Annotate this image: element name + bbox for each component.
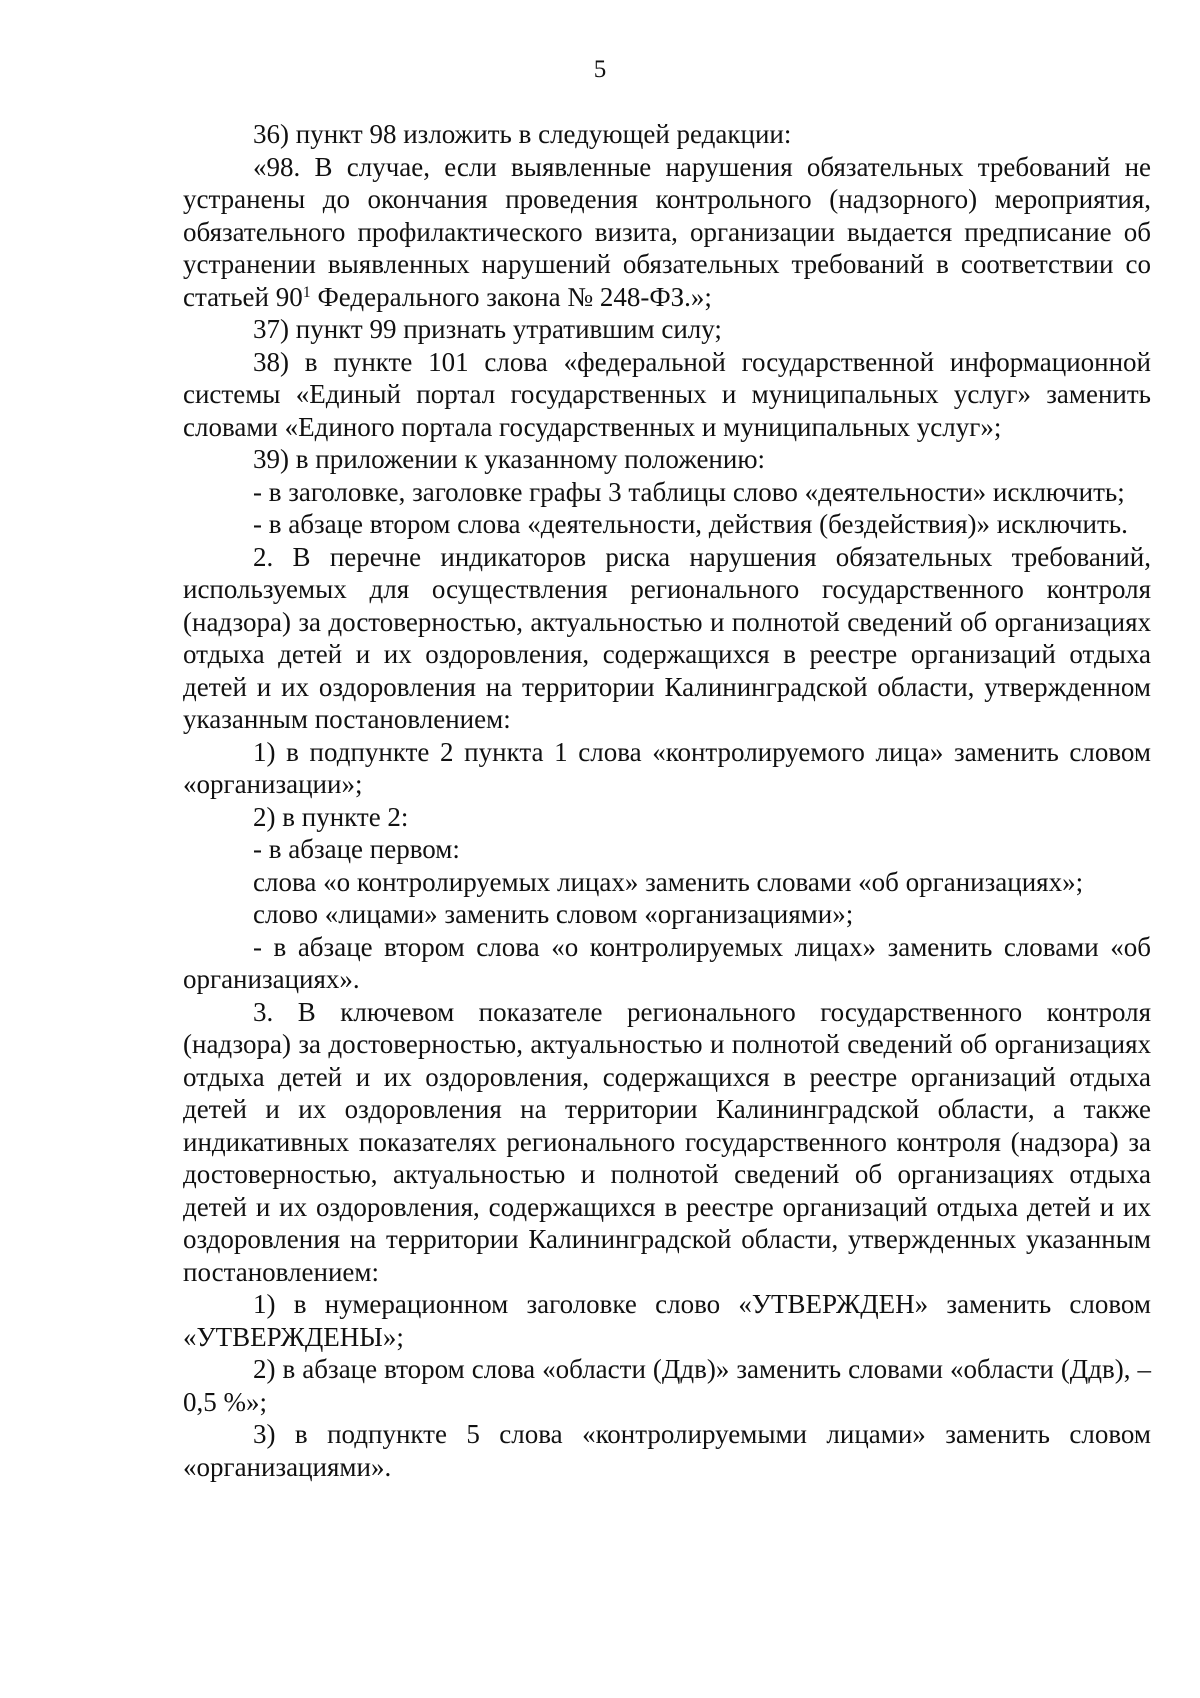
paragraph-section-3-item-1: 1) в нумерационном заголовке слово «УТВЕРЖДЕН» заменить словом «УТВЕРЖДЕНЫ»; — [183, 1289, 1151, 1352]
paragraph-item-38: 38) в пункте 101 слова «федеральной государственной информационной системы «Единый портал государственных и муниципальных услуг» заменить словами «Единого портала государственных и муниципальных услуг»; — [183, 346, 1151, 442]
paragraph-first-abzac: - в абзаце первом: — [253, 834, 460, 864]
paragraph-section-2: 2. В перечне индикаторов риска нарушения обязательных требований, используемых для осуществления регионального государственного контроля (надзора) за достоверностью, актуальностью и полнотой сведений об организациях отдыха детей и их оздоровления, содержащихся в реестре организаций отдыха детей и их оздоровления на территории Калининградской области, утвержденном указанным постановлением: — [183, 541, 1151, 734]
article-superscript: 1 — [302, 283, 311, 301]
document-body — [183, 118, 1151, 1483]
item-98-text: «98. В случае, если выявленные нарушения обязательных требований не устранены до окончания проведения контрольного (надзорного) мероприятия, обязательного профилактического визита, организации выдается предписание об устранении выявленных нарушений обязательных требований в соответствии со статьей 90 — [183, 151, 1151, 312]
paragraph-second-abzac: - в абзаце втором слова «о контролируемых лицах» заменить словами «об организациях». — [183, 931, 1151, 994]
paragraph-dash-heading: - в заголовке, заголовке графы 3 таблицы слово «деятельности» исключить; — [253, 476, 1125, 507]
paragraph-dash-second-abzac: - в абзаце втором слова «деятельности, действия (бездействия)» исключить. — [253, 509, 1128, 539]
paragraph-section-2-item-1: 1) в подпункте 2 пункта 1 слова «контролируемого лица» заменить словом «организации»; — [183, 736, 1151, 799]
paragraph-item-37: 37) пункт 99 признать утратившим силу; — [253, 314, 722, 344]
paragraph-section-2-item-2: 2) в пункте 2: — [253, 801, 409, 832]
paragraph-item-98-quote — [183, 151, 1151, 314]
page-number: 5 — [593, 56, 607, 83]
item-98-text-end: Федерального закона № 248-ФЗ.»; — [310, 281, 712, 312]
paragraph-section-3-item-3: 3) в подпункте 5 слова «контролируемыми лицами» заменить словом «организациями». — [183, 1419, 1151, 1482]
paragraph-section-3-item-2: 2) в абзаце втором слова «области (Ддв)» заменить словами «области (Ддв), – 0,5 %»; — [183, 1354, 1151, 1417]
paragraph-item-36: 36) пункт 98 изложить в следующей редакции: — [253, 119, 792, 149]
paragraph-words-replace-2: слово «лицами» заменить словом «организациями»; — [253, 899, 854, 929]
paragraph-item-39: 39) в приложении к указанному положению: — [253, 444, 765, 474]
paragraph-words-replace-1: слова «о контролируемых лицах» заменить словами «об организациях»; — [253, 866, 1084, 897]
paragraph-section-3: 3. В ключевом показателе регионального государственного контроля (надзора) за достоверностью, актуальностью и полнотой сведений об организациях отдыха детей и их оздоровления, содержащихся в реестре организаций отдыха детей и их оздоровления на территории Калининградской области, а также индикативных показателях регионального государственного контроля (надзора) за достоверностью, актуальностью и полнотой сведений об организациях отдыха детей и их оздоровления, содержащихся в реестре организаций отдыха детей и их оздоровления на территории Калининградской области, утвержденных указанным постановлением: — [183, 996, 1151, 1287]
